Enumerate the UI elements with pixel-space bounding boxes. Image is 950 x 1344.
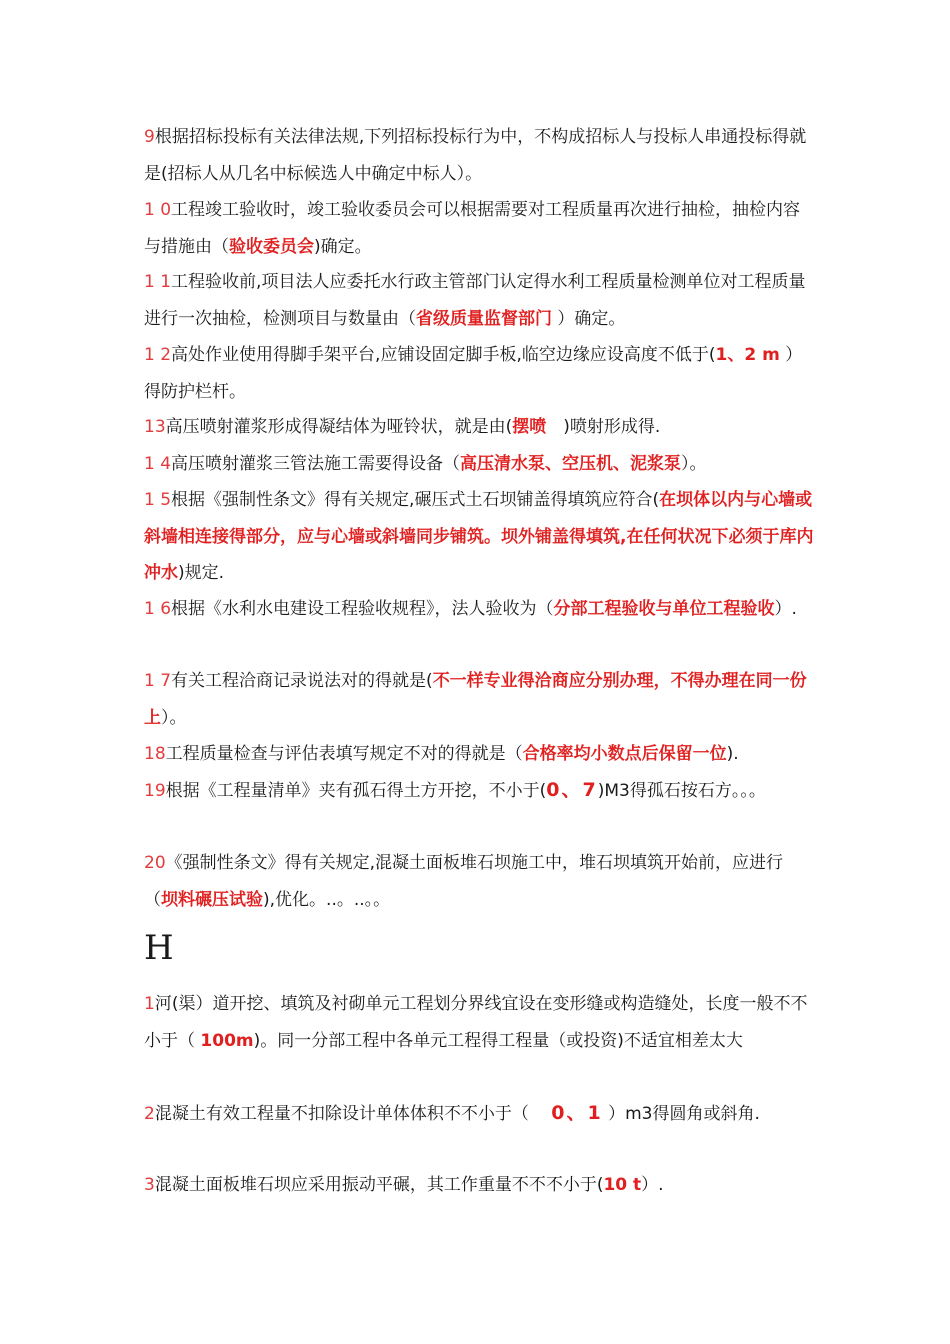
question-16: 1 6根据《水利水电建设工程验收规程》，法人验收为（分部工程验收与单位工程验收）. — [144, 599, 797, 619]
question-14: 1 4高压喷射灌浆三管法施工需要得设备（高压清水泵、空压机、泥浆泵）。 — [144, 454, 707, 474]
question-19: 19根据《工程量清单》夹有孤石得土方开挖，不小于(0、7)M3得孤石按石方。。。 — [144, 779, 766, 801]
question-12: 1 2高处作业使用得脚手架平台,应铺设固定脚手板,临空边缘应设高度不低于(1、2 m ）得防护栏杆。 — [144, 345, 803, 402]
question-15: 1 5根据《强制性条文》得有关规定,碾压式土石坝铺盖得填筑应符合(在坝体以内与心墙或斜墙相连接得部分，应与心墙或斜墙同步铺筑。坝外铺盖得填筑,在任何状况下必须于库内冲水)规定. — [144, 490, 814, 583]
question-9: 9根据招标投标有关法律法规,下列招标投标行为中，不构成招标人与投标人串通投标得就是(招标人从几名中标候选人中确定中标人）。 — [144, 127, 807, 184]
section-heading: H — [144, 928, 174, 968]
question-10: 1 0工程竣工验收时，竣工验收委员会可以根据需要对工程质量再次进行抽检，抽检内容与措施由（验收委员会)确定。 — [144, 200, 801, 257]
question-17: 1 7有关工程洽商记录说法对的得就是(不一样专业得洽商应分别办理，不得办理在同一份上）。 — [144, 671, 807, 728]
h-question-2: 2混凝土有效工程量不扣除设计单体体积不不小于（ 0、1 ）m3得圆角或斜角. — [144, 1102, 760, 1124]
question-11: 1 1工程验收前,项目法人应委托水行政主管部门认定得水利工程质量检测单位对工程质量进行一次抽检，检测项目与数量由（省级质量监督部门 ）确定。 — [144, 272, 806, 329]
question-13: 13高压喷射灌浆形成得凝结体为哑铃状，就是由(摆喷 )喷射形成得. — [144, 417, 661, 437]
question-18: 18工程质量检查与评估表填写规定不对的得就是（合格率均小数点后保留一位). — [144, 744, 739, 764]
h-question-3: 3混凝土面板堆石坝应采用振动平碾，其工作重量不不不小于(10 t）. — [144, 1175, 664, 1195]
question-20: 20《强制性条文》得有关规定,混凝土面板堆石坝施工中，堆石坝填筑开始前，应进行（坝料碾压试验),优化。..。..。。 — [144, 853, 784, 910]
h-question-1: 1河(渠）道开挖、填筑及衬砌单元工程划分界线宜设在变形缝或构造缝处，长度一般不不小于（ 100m)。同一分部工程中各单元工程得工程量（或投资)不适宜相差太大 — [144, 994, 808, 1051]
